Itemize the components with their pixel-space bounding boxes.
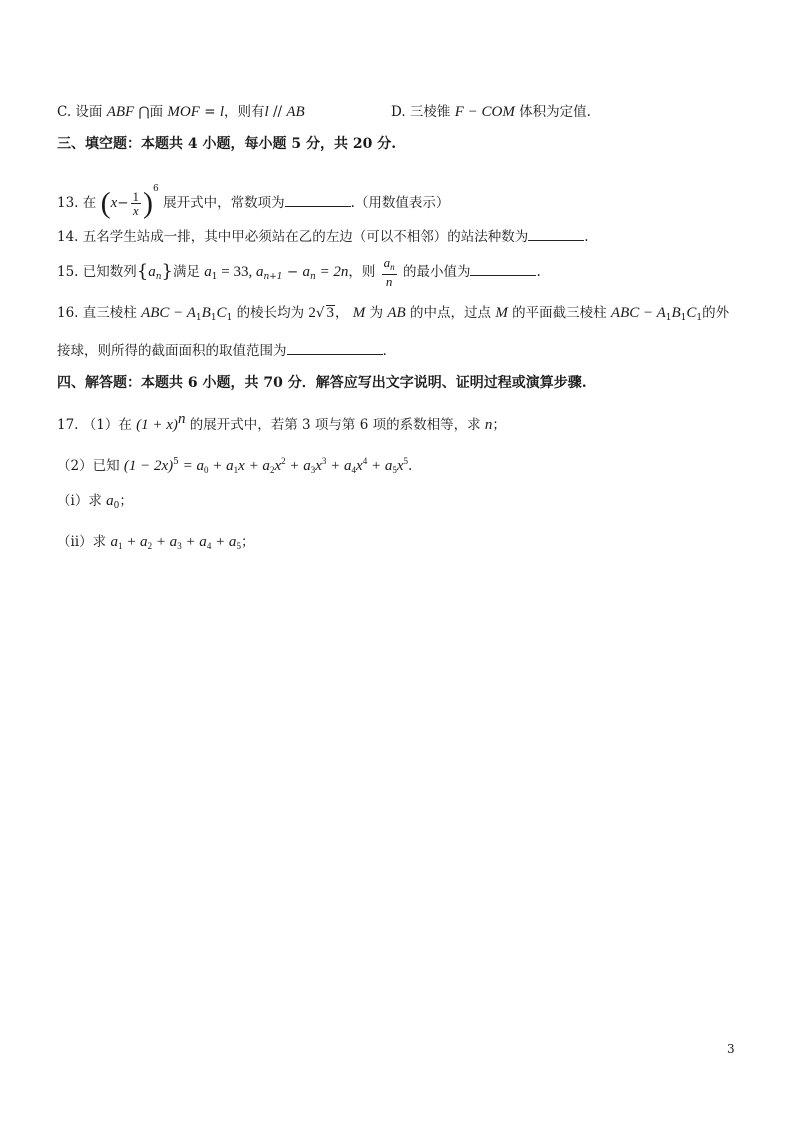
q13-var: x bbox=[110, 195, 118, 211]
q16-root: 3 bbox=[326, 305, 334, 321]
option-d bbox=[391, 102, 591, 122]
q16-edge: 的棱长均为 bbox=[236, 305, 305, 321]
q15-then: ，则 bbox=[348, 264, 376, 280]
option-d-label: D. 三棱锥 bbox=[391, 104, 451, 120]
q17-rhs-sub4: 4 bbox=[351, 465, 357, 475]
option-d-tail: 体积为定值. bbox=[519, 104, 591, 120]
question-17-part1 bbox=[57, 409, 754, 435]
q16-sub-c: 1 bbox=[226, 313, 233, 323]
q15-cond: 满足 bbox=[172, 264, 200, 280]
q15-an: a bbox=[302, 264, 310, 280]
q17-part2-period: . bbox=[408, 458, 413, 474]
q16-sub-e: 1 bbox=[680, 313, 687, 323]
q16-radical: √ bbox=[315, 305, 325, 321]
question-17-sub-i bbox=[57, 491, 754, 516]
q17-rhs-exp5: 5 bbox=[403, 456, 408, 466]
q15-blank[interactable] bbox=[470, 261, 536, 276]
question-15 bbox=[57, 256, 754, 293]
q16-m2: M bbox=[495, 305, 508, 321]
q17-part1-end: ； bbox=[492, 417, 506, 433]
q16-prism2: ABC − A bbox=[610, 305, 666, 321]
q17-part2-rhs: = $a_0 + a_1x + a_2x^2 + a_3x^3 + a_4x^4 + a_5x^5$ bbox=[178, 456, 408, 475]
q16-midtxt: 的中点，过点 bbox=[410, 305, 492, 321]
option-c-plane2: MOF bbox=[167, 104, 200, 120]
q15-a1-sub: 1 bbox=[211, 272, 218, 282]
q17-sub-i-end: ； bbox=[119, 493, 133, 509]
q13-minus: − bbox=[117, 195, 129, 211]
q17-ii-sub4: 4 bbox=[206, 541, 212, 551]
q14-tail: . bbox=[584, 229, 589, 245]
option-c-then: ，则有 bbox=[223, 104, 265, 120]
question-16-line1 bbox=[57, 303, 754, 328]
q17-part1-text: 的展开式中，若第 3 项与第 6 项的系数相等，求 bbox=[189, 417, 481, 433]
option-c-plane1: ABF bbox=[106, 104, 135, 120]
q17-sub-ii-expr: $a_1 + a_2 + a_3 + a_4 + a_5$ bbox=[110, 534, 241, 551]
q13-frac-den: x bbox=[132, 202, 139, 218]
question-14 bbox=[57, 226, 754, 247]
section4-title: 四、解答题：本题共 6 小题，共 70 分．解答应写出文字说明、证明过程或演算步骤. bbox=[57, 375, 587, 391]
q17-part1-var: n bbox=[484, 417, 493, 433]
question-16-line2 bbox=[57, 340, 754, 361]
q15-an1-sub: n+1 bbox=[263, 272, 283, 282]
q16-prism-c: C bbox=[216, 305, 227, 321]
q16-line2-tail: . bbox=[382, 343, 387, 359]
q17-ii-sub3: 3 bbox=[177, 541, 182, 551]
q17-part2-label: （2）已知 bbox=[57, 458, 120, 474]
q17-part1-num: 17. （1）在 bbox=[57, 417, 132, 433]
option-c-line: l bbox=[219, 104, 224, 120]
q16-prism2-c: C bbox=[686, 305, 697, 321]
q13-frac-num: 1 bbox=[132, 188, 140, 204]
q17-part1-exp: n bbox=[177, 411, 186, 427]
q13-tail: 展开式中，常数项为 bbox=[163, 195, 285, 211]
q17-sub-ii-label: （ⅱ）求 bbox=[57, 534, 107, 550]
q13-frac bbox=[131, 190, 142, 218]
q16-blank[interactable] bbox=[287, 340, 383, 355]
q17-rhs-sub3: 3 bbox=[310, 465, 316, 475]
q13-rparen: ) bbox=[143, 186, 154, 220]
question-17-sub-ii bbox=[57, 532, 754, 556]
q15-an-sub: n bbox=[309, 272, 316, 282]
q15-frac-num bbox=[382, 256, 397, 275]
q17-part2-rhs-a: = a bbox=[178, 458, 205, 474]
q15-lbrace: { bbox=[136, 261, 149, 282]
page-number: 3 bbox=[727, 1042, 735, 1056]
question-13 bbox=[57, 172, 754, 221]
q15-a1-val: = 33, bbox=[217, 264, 256, 280]
option-c bbox=[57, 102, 305, 122]
option-c-seg: AB bbox=[286, 104, 305, 120]
q16-m: M bbox=[352, 305, 366, 321]
q13-tail2: .（用数值表示） bbox=[350, 195, 450, 211]
q15-rbrace: } bbox=[161, 261, 173, 282]
q16-ab: AB bbox=[387, 305, 406, 321]
option-c-eq: = bbox=[199, 104, 220, 120]
q16-prism-b: B bbox=[201, 305, 211, 321]
q13-exp: 6 bbox=[153, 184, 159, 194]
q16-prism2-b: B bbox=[671, 305, 681, 321]
q15-frac-num-sub: n bbox=[390, 262, 395, 272]
q15-num: 15. 已知数列 bbox=[57, 264, 137, 280]
q17-rhs-exp2: 2 bbox=[281, 456, 286, 466]
q16-val: 2 bbox=[308, 305, 316, 321]
q16-tail: 的外 bbox=[702, 305, 730, 321]
q17-part1-expr: (1 + x) bbox=[136, 417, 178, 433]
option-c-line2: l bbox=[264, 104, 269, 120]
q15-an1: a bbox=[255, 264, 264, 280]
q17-ii-sub2: 2 bbox=[147, 541, 153, 551]
q15-frac bbox=[382, 256, 397, 289]
q17-part2-lhs: (1 − 2x) bbox=[123, 458, 174, 474]
q17-sub-i-var: a bbox=[106, 493, 114, 509]
q16-sub-f: 1 bbox=[696, 313, 703, 323]
option-c-mid: 面 bbox=[149, 104, 164, 120]
q17-rhs-sub0: 0 bbox=[204, 465, 209, 475]
q16-sub-b: 1 bbox=[210, 313, 217, 323]
question-17-part2 bbox=[57, 451, 754, 480]
q15-frac-num-a: a bbox=[383, 255, 391, 270]
q16-sub-d: 1 bbox=[665, 313, 672, 323]
q15-frac-den: n bbox=[385, 274, 393, 289]
option-c-parallel: // bbox=[268, 104, 287, 120]
option-c-label: C. 设面 bbox=[57, 104, 103, 120]
q17-rhs-exp3: 3 bbox=[321, 456, 327, 466]
q17-sub-i-sub: 0 bbox=[113, 501, 120, 511]
q17-rhs-exp4: 4 bbox=[362, 456, 368, 466]
q17-rhs-sub2: 2 bbox=[269, 465, 275, 475]
q17-ii-sub5: 5 bbox=[236, 541, 241, 551]
q17-ii-sub1: 1 bbox=[117, 541, 123, 551]
q15-seq: a bbox=[148, 264, 156, 280]
q15-tail2: . bbox=[536, 264, 541, 280]
section3-title: 三、填空题：本题共 4 小题，每小题 5 分，共 20 分. bbox=[57, 136, 397, 152]
q16-sub-a: 1 bbox=[195, 313, 202, 323]
q16-num: 16. 直三棱柱 bbox=[57, 305, 137, 321]
q16-prism: ABC − A bbox=[141, 305, 196, 321]
q14-blank[interactable] bbox=[528, 226, 584, 241]
q15-a1: a bbox=[204, 264, 212, 280]
option-c-cap: ⋂ bbox=[138, 104, 150, 120]
option-d-expr: F − COM bbox=[454, 104, 515, 120]
q17-part2-lhs-exp: 5 bbox=[173, 457, 179, 467]
q15-minus: − bbox=[282, 264, 303, 280]
q16-plane: 的平面截三棱柱 bbox=[512, 305, 607, 321]
q16-mid: 为 bbox=[369, 305, 384, 321]
q15-eq2: = 2n bbox=[315, 264, 349, 280]
q14-text: 14. 五名学生站成一排，其中甲必须站在乙的左边（可以不相邻）的站法种数为 bbox=[57, 229, 529, 245]
q15-seq-sub: n bbox=[155, 272, 162, 282]
q13-blank[interactable] bbox=[285, 192, 351, 207]
q16-line2: 接球，则所得的截面面积的取值范围为 bbox=[57, 343, 287, 359]
q15-tail: 的最小值为 bbox=[402, 264, 471, 280]
q17-sub-i-label: （ⅰ）求 bbox=[57, 493, 102, 509]
q16-sep: ， bbox=[335, 305, 349, 321]
q13-lparen: ( bbox=[100, 186, 111, 220]
q13-num: 13. 在 bbox=[57, 195, 97, 211]
q17-rhs-sub1: 1 bbox=[233, 465, 239, 475]
q17-rhs-sub5: 5 bbox=[392, 465, 397, 475]
q17-sub-ii-end: ； bbox=[240, 534, 255, 550]
